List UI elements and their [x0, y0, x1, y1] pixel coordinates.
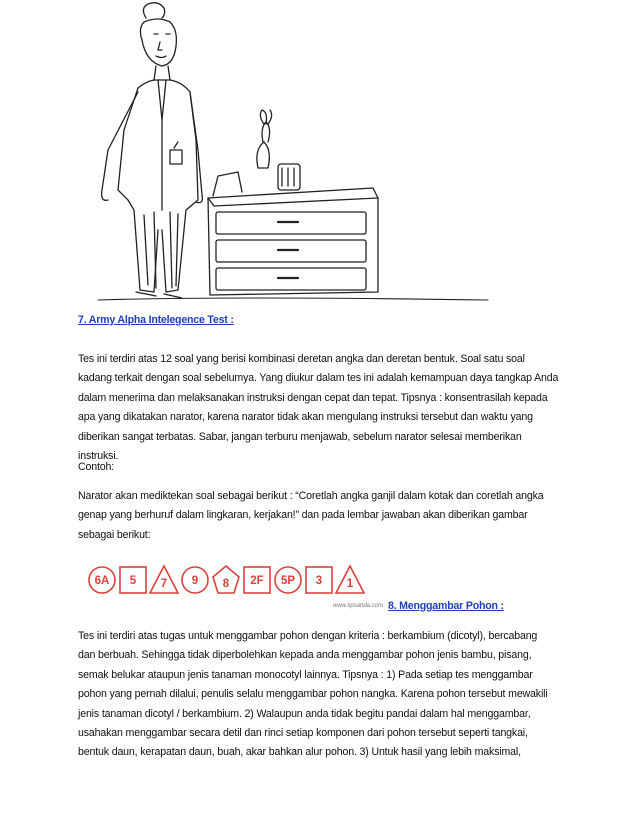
paragraph-line: Tes ini terdiri atas 12 soal yang berisi kombinasi deretan angka dan deretan bentuk. Soal satu soal [78, 353, 525, 365]
paragraph-line: genap yang berhuruf dalam lingkaran, kerjakan!” dan pada lembar jawaban akan diberikan gambar [78, 509, 528, 522]
shape-label: 7 [160, 578, 168, 590]
paragraph-line: kadang terkait dengan soal sebelumya. Yang diukur dalam tes ini adalah kemampuan daya tangkap Anda [78, 372, 559, 385]
paragraph-line: diberikan sangat terbatas. Sabar, jangan terburu menjawab, sebelum narator selesai memberikan [78, 430, 522, 443]
paragraph-line: instruksi. [78, 450, 119, 463]
paragraph-line: semak belukar ataupun jenis tanaman monocotyl lainnya. Tipsnya : 1) Pada setiap tes menggambar [78, 668, 533, 681]
shape-label: 5P [280, 575, 296, 587]
watermark: www.tipsanda.com [333, 603, 384, 609]
paragraph-line: jenis tanaman dicotyl / berkambium. 2) Walaupun anda tidak begitu pandai dalam hal menggambar, [78, 707, 531, 720]
paragraph-line: bentuk daun, kerapatan daun, buah, akar bahkan alur pohon. 3) Untuk hasil yang lebih maksimal, [78, 746, 521, 759]
paragraph-line: apa yang dikatakan narator, karena narator tidak akan mengulang instruksi tersebut dan waktu yang [78, 411, 533, 424]
example-paragraph [78, 487, 578, 545]
shape-label: 8 [222, 578, 230, 590]
shape-label: 9 [191, 575, 199, 587]
section-8-paragraph [78, 627, 578, 763]
paragraph-line: sebagai berikut: [78, 528, 151, 541]
contoh-label: Contoh: [78, 461, 115, 473]
shape-label: 5 [129, 575, 137, 587]
person-cabinet-illustration [78, 0, 498, 305]
paragraph-line: Tes ini terdiri atas tugas untuk menggambar pohon dengan kriteria : berkambium (dicotyl), bercabang [78, 630, 538, 642]
paragraph-line: dan berbuah. Sehingga tidak diperbolehkan kepada anda menggambar pohon jenis bambu, pisang, [78, 649, 532, 662]
shape-label: 1 [346, 578, 354, 590]
section-7-heading[interactable]: 7. Army Alpha Intelegence Test : [78, 314, 234, 326]
shape-label: 2F [250, 575, 264, 587]
shape-label: 3 [315, 575, 323, 587]
section-7-paragraph [78, 350, 578, 466]
shape-label: 6A [94, 575, 110, 587]
paragraph-line: Narator akan mediktekan soal sebagai berikut : “Coretlah angka ganjil dalam kotak dan coretlah angka [78, 490, 544, 502]
paragraph-line: usahakan menggambar secara detil dan rinci setiap komponen dari pohon tersebut seperti tangkai, [78, 727, 528, 740]
section-8-heading[interactable]: 8. Menggambar Pohon : [388, 600, 504, 612]
paragraph-line: dalam menerima dan melaksanakan instruksi dengan cepat dan tepat. Tipsnya : konsentrasilah kepada [78, 391, 548, 404]
paragraph-line: pohon yang pernah dilalui, penulis selalu menggambar pohon nangka. Karena pohon tersebut mewakili [78, 688, 548, 701]
